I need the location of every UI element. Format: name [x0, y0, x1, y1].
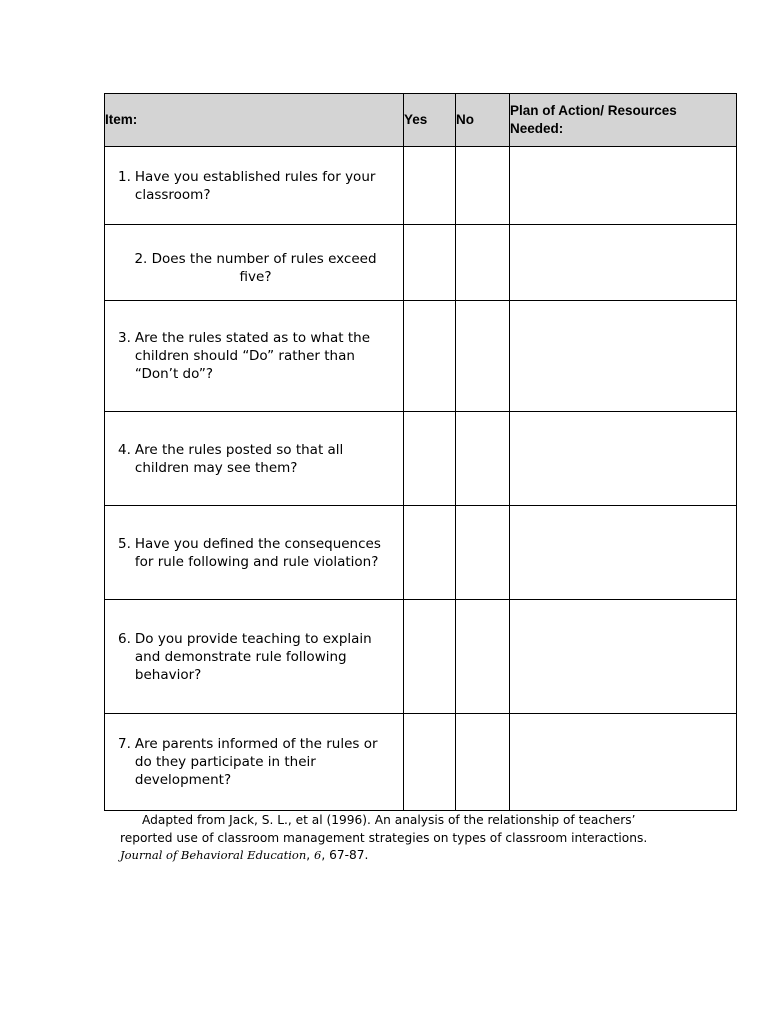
citation-line1	[120, 812, 720, 830]
yes-cell[interactable]	[404, 600, 456, 714]
header-item: Item:	[105, 94, 404, 147]
table-row	[105, 301, 737, 412]
question-number: 7.	[118, 736, 131, 752]
table-row	[105, 600, 737, 714]
citation-volume: 6	[314, 848, 322, 862]
no-cell[interactable]	[456, 600, 510, 714]
plan-cell[interactable]	[510, 225, 737, 301]
yes-cell[interactable]	[404, 412, 456, 506]
no-cell[interactable]	[456, 506, 510, 600]
citation-line1-text: Adapted from Jack, S. L., et al (1996). An analysis of the relationship of teachers’	[142, 813, 636, 827]
yes-cell[interactable]	[404, 506, 456, 600]
no-cell[interactable]	[456, 301, 510, 412]
no-cell[interactable]	[456, 714, 510, 811]
table-row	[105, 147, 737, 225]
citation-sep: ,	[306, 848, 315, 862]
no-cell[interactable]	[456, 412, 510, 506]
question-text: Are parents informed of the rules or do they participate in their development?	[134, 736, 378, 788]
question-number: 3.	[118, 330, 131, 346]
question-cell	[105, 147, 404, 225]
table-header-row	[105, 94, 737, 147]
table-row	[105, 412, 737, 506]
question-number: 4.	[118, 441, 131, 458]
question-cell	[105, 506, 404, 600]
header-no: No	[456, 94, 510, 147]
question-number: 5.	[118, 535, 131, 552]
question-text: Are the rules posted so that all children may see them?	[134, 441, 344, 476]
yes-cell[interactable]	[404, 225, 456, 301]
citation-pages: , 67-87.	[321, 848, 369, 862]
yes-cell[interactable]	[404, 301, 456, 412]
plan-cell[interactable]	[510, 506, 737, 600]
no-cell[interactable]	[456, 225, 510, 301]
header-yes: Yes	[404, 94, 456, 147]
citation-line3	[120, 847, 720, 865]
yes-cell[interactable]	[404, 147, 456, 225]
plan-cell[interactable]	[510, 147, 737, 225]
question-text: 2. Does the number of rules exceed five?	[134, 250, 377, 285]
question-text: Have you established rules for your classroom?	[134, 168, 376, 203]
header-plan-line1: Plan of Action/ Resources	[510, 103, 677, 118]
question-cell	[105, 412, 404, 506]
citation-journal: Journal of Behavioral Education	[120, 848, 307, 862]
plan-cell[interactable]	[510, 714, 737, 811]
header-plan-line2: Needed:	[510, 121, 564, 136]
citation	[120, 812, 720, 865]
table-row	[105, 714, 737, 811]
citation-line2: reported use of classroom management strategies on types of classroom interactions.	[120, 830, 648, 845]
plan-cell[interactable]	[510, 301, 737, 412]
header-plan-of-action	[510, 94, 737, 147]
table-row	[105, 506, 737, 600]
question-cell	[105, 600, 404, 714]
question-text: Do you provide teaching to explain and demonstrate rule following behavior?	[134, 630, 372, 683]
table-row	[105, 225, 737, 301]
yes-cell[interactable]	[404, 714, 456, 811]
question-text: Are the rules stated as to what the children should “Do” rather than “Don’t do”?	[134, 330, 371, 382]
rules-checklist-table	[104, 93, 737, 811]
question-number: 1.	[118, 168, 131, 185]
question-number: 6.	[118, 630, 131, 647]
question-cell	[105, 714, 404, 811]
question-text: Have you defined the consequences for rule following and rule violation?	[134, 535, 381, 570]
plan-cell[interactable]	[510, 412, 737, 506]
plan-cell[interactable]	[510, 600, 737, 714]
question-cell	[105, 225, 404, 301]
question-cell	[105, 301, 404, 412]
no-cell[interactable]	[456, 147, 510, 225]
